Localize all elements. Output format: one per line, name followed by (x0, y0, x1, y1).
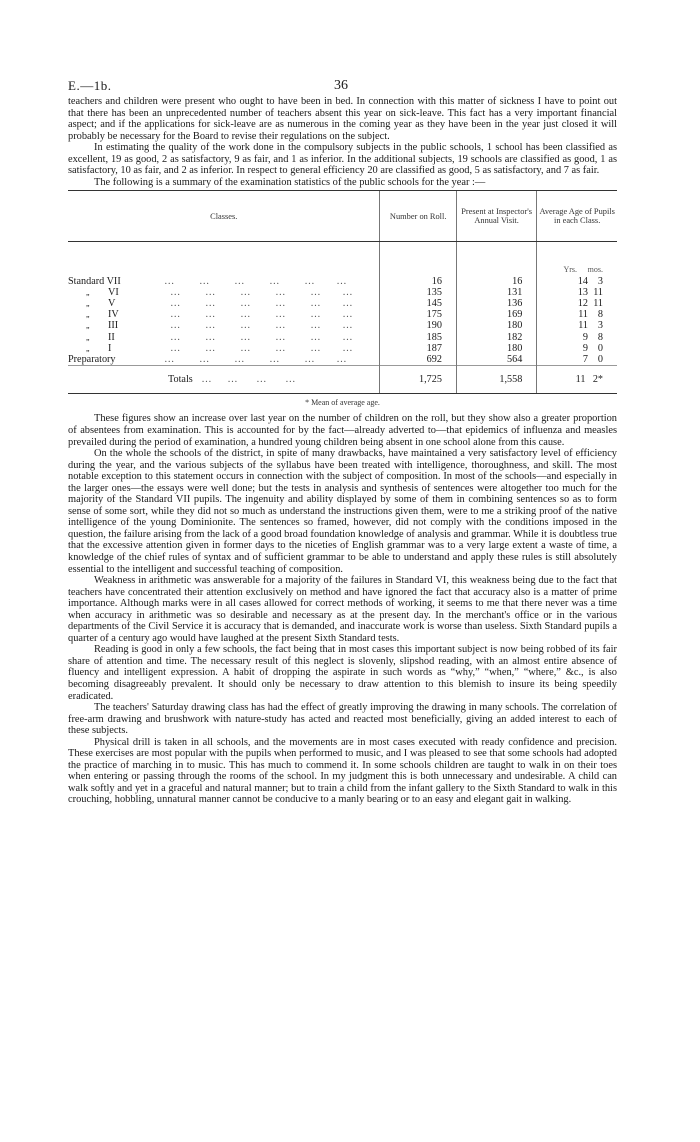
age-months: 3 (597, 320, 603, 332)
table-row: Standard VII … … … … … … 16 16 14 3 (68, 276, 617, 287)
present-value: 16 (456, 276, 536, 287)
table-row: Preparatory … … … … … … 692 564 7 0 (68, 354, 617, 366)
ditto-mark: „ (86, 310, 90, 320)
age-years: 14 (577, 275, 588, 287)
ditto-mark: „ (86, 321, 90, 331)
age-years: 12 (577, 297, 588, 309)
unit-months: mos. (587, 265, 603, 275)
roll-value: 692 (380, 354, 456, 366)
intro-paragraph: In estimating the quality of the work done in the compulsory subjects in the public schools, 1 school has been classified as excellent, 19 as good, 2 as satisfactory, 9 as fair, and 1 as inferior. In the additional subjects, 19 schools are classified as good, 1 as satisfactory, 10 as fair, and 2 as inferior. In respect to general efficiency 20 are classified as good, 5 as satisfactory, and 7 as fair. (68, 142, 617, 177)
totals-years: 11 (575, 374, 586, 386)
header-roll: Number on Roll. (380, 191, 456, 242)
table-row: „ II … … … … … … 185 182 9 8 (68, 332, 617, 343)
header-age: Average Age of Pupils in each Class. (537, 191, 617, 242)
totals-present: 1,558 (456, 366, 536, 394)
age-years: 9 (582, 342, 588, 354)
age-years: 7 (582, 354, 588, 365)
header-present: Present at Inspector's Annual Visit. (456, 191, 536, 242)
class-name: Standard VII (68, 275, 121, 287)
document-page (68, 78, 617, 806)
ditto-mark: „ (86, 287, 90, 297)
body-paragraph: The teachers' Saturday drawing class has had the effect of greatly improving the drawing in many schools. The correlation of free-arm drawing and brushwork with nature-study has acted and reacted most beneficially, giving an added interest to each of these subjects. (68, 702, 617, 737)
age-years: 9 (582, 331, 588, 343)
totals-months: 2* (592, 374, 603, 386)
table-row: „ VI … … … … … … 135 131 13 11 (68, 287, 617, 298)
roll-value: 175 (380, 309, 456, 320)
age-months: 11 (593, 297, 603, 309)
page-header (68, 78, 617, 96)
age-units-row (68, 242, 617, 276)
age-months: 0 (597, 354, 603, 365)
page-number: 36 (334, 78, 348, 93)
header-classes: Classes. (68, 191, 380, 242)
table-row: „ I … … … … … … 187 180 9 0 (68, 343, 617, 354)
body-paragraph: Reading is good in only a few schools, the fact being that in most cases this important subject is now being robbed of its fair share of attention and time. The necessary result of this neglect is slovenly, slipshod reading, with an almost entire absence of fluency and intelligent expression. A habit of dropping the aspirate in such words as “why,” “when,” “where,” &c., is also becoming disagreeably prevalent. It should only be necessary to draw attention to this blemish to insure its being speedily eradicated. (68, 644, 617, 702)
present-value: 564 (456, 354, 536, 366)
body-paragraph: Physical drill is taken in all schools, and the movements are in most cases executed with ready confidence and precision. These exercises are most popular with the pupils when performed to music, and I was pleased to see that some schools had adopted the practice of marching in to music. This has much to commend it. In some schools children are taught to walk in on their toes when entering or passing through the rooms of the school. In my judgment this is both unnecessary and undesirable. A child can walk softly and yet in a graceful and natural manner; but to train a child from the infant gallery to the Sixth Standard to walk in this crouching, hobbling, unnatural manner cannot be conducive to a manly bearing or to an easy and elegant gait in walking. (68, 736, 617, 806)
totals-row: Totals … … … … 1,725 1,558 11 2* (68, 366, 617, 394)
ditto-mark: „ (86, 332, 90, 342)
age-months: 0 (597, 342, 603, 354)
age-months: 8 (597, 309, 603, 321)
statistics-table (68, 190, 617, 394)
roll-value: 187 (380, 343, 456, 354)
age-months: 11 (593, 286, 603, 298)
table-header-row (68, 191, 617, 242)
unit-years: Yrs. (563, 265, 577, 275)
age-months: 3 (597, 275, 603, 287)
document-reference: E.—1b. (68, 78, 112, 93)
class-name: IV (108, 309, 119, 321)
class-name: II (108, 331, 115, 343)
age-months: 8 (597, 331, 603, 343)
intro-paragraph: teachers and children were present who ought to have been in bed. In connection with this matter of sickness I have to point out that there has been an unprecedented number of teachers absent this year on sick-leave. This fact has a very important financial aspect; and if the applications for sick-leave are as numerous in the coming year as they have been in the year just closed it will probably be necessary for the Board to revise their regulations on the subject. (68, 96, 617, 142)
class-name: VI (108, 286, 119, 298)
roll-value: 135 (380, 287, 456, 298)
class-name: V (108, 297, 116, 309)
body-paragraph: These figures show an increase over last year on the number of children on the roll, but they show also a greater proportion of absentees from examination. This is accounted for by the fact—already adverted to—that epidemics of influenza and measles prevailed during the period of examination, a hundred young children being absent in one school alone from this cause. (68, 413, 617, 448)
roll-value: 190 (380, 320, 456, 331)
intro-paragraph: The following is a summary of the examination statistics of the public schools for the year :— (94, 176, 486, 188)
roll-value: 16 (380, 276, 456, 287)
table-row: „ V … … … … … … 145 136 12 11 (68, 298, 617, 309)
roll-value: 185 (380, 332, 456, 343)
class-name: Preparatory (68, 354, 116, 365)
present-value: 131 (456, 287, 536, 298)
present-value: 182 (456, 332, 536, 343)
body-paragraph: On the whole the schools of the district, in spite of many drawbacks, have maintained a very satisfactory level of efficiency during the year, and the various subjects of the syllabus have been treated with intelligence, thoroughness, and skill. The most notable exception to this statement occurs in connection with the subject of composition. In most of the schools—and especially in the larger ones—the essays were well done; but the tests in analysis and synthesis of sentences were altogether too much for the majority of the Standard VII pupils. The ingenuity and ability displayed by some of them in combining sentences so as to form sense of some sort, while they did not so much as understand the instructions given them, were to me a striking proof of the native intelligence of the young Dominionite. The sentences so framed, however, did not comply with the conditions imposed in the question, the failure arising from the lack of a good broad foundation knowledge of analysis and grammar. While it is doubtless true that the excessive attention given in former days to the niceties of English grammar was to a very large extent a waste of time, a knowledge of the chief rules of syntax and of sufficient grammar to be able to understand and apply these rules is still absolutely essential to the intelligent and successful teaching of composition. (68, 448, 617, 575)
age-years: 13 (577, 286, 588, 298)
age-years: 11 (578, 320, 588, 332)
table-footnote: * Mean of average age. (305, 398, 380, 408)
present-value: 136 (456, 298, 536, 309)
table-row: „ IV … … … … … … 175 169 11 8 (68, 309, 617, 320)
class-name: I (108, 342, 112, 354)
body-paragraph: Weakness in arithmetic was answerable for a majority of the failures in Standard VI, this weakness being due to the fact that teachers have concentrated their attention exclusively on method and have ignored the fact that accuracy also is a matter of prime importance. Although marks were in all cases allowed for correct methods of working, it seems to me that there never was a time when accuracy in arithmetic was so desirable and necessary as at the present day. In the merchant's office or in the various departments of the Civil Service it is accuracy that is demanded, and inaccurate work is worse than useless. Sixth Standard pupils a quarter of a century ago would have laughed at the present Sixth Standard tests. (68, 575, 617, 644)
totals-roll: 1,725 (380, 366, 456, 394)
table-row: „ III … … … … … … 190 180 11 3 (68, 320, 617, 331)
present-value: 169 (456, 309, 536, 320)
present-value: 180 (456, 320, 536, 331)
ditto-mark: „ (86, 298, 90, 308)
age-years: 11 (578, 309, 588, 321)
class-name: III (108, 320, 119, 332)
totals-label: Totals (168, 374, 193, 386)
present-value: 180 (456, 343, 536, 354)
roll-value: 145 (380, 298, 456, 309)
ditto-mark: „ (86, 343, 90, 353)
